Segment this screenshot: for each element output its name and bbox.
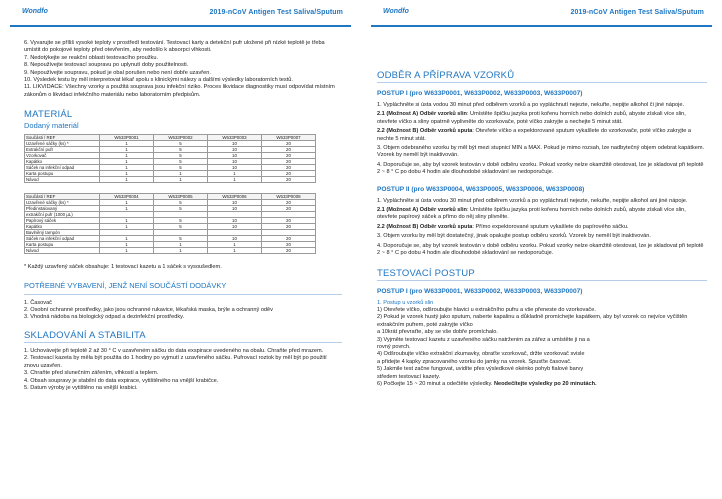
table-cell: 20 xyxy=(262,153,316,159)
table-cell: 1 xyxy=(100,224,154,230)
table-cell: Extrakční pufr xyxy=(25,147,100,153)
postup2-heading: POSTUP II (pro W633P0004, W633P0005, W633P0006, W633P0008) xyxy=(377,185,585,193)
table-cell: 1 xyxy=(154,242,208,248)
list-item: 2) Pokud je vzorek hustý jako sputum, naberte kapalinu a důkladně promíchejte kapátkem, aby byl vzorek co nejvíce vyčištěn extrakčním pufrem, poté zakryjte víčko xyxy=(377,314,688,328)
table-cell: Uzavřené sáčky (ks) * xyxy=(25,200,100,206)
saliva-steps-list xyxy=(377,307,707,388)
table-cell: Sáček na infekční odpad xyxy=(25,236,100,242)
table-cell: 1 xyxy=(100,177,154,183)
table-cell: Uzavřené sáčky (ks) * xyxy=(25,141,100,147)
table-header-cell: W633P0004 xyxy=(100,194,154,200)
table-cell: 1 xyxy=(100,200,154,206)
list-item xyxy=(377,243,707,258)
table-cell: 20 xyxy=(262,147,316,153)
table-cell: 1 xyxy=(100,206,154,212)
table-cell: 1 xyxy=(100,236,154,242)
table-cell: 20 xyxy=(262,248,316,254)
list-item xyxy=(377,111,707,126)
table-row xyxy=(25,248,316,254)
table-cell: 10 xyxy=(208,206,262,212)
document-title: 2019-nCoV Antigen Test Saliva/Sputum xyxy=(570,9,704,16)
table-cell: 1 xyxy=(208,248,262,254)
step-text: 1. Vypláchněte si ústa vodou 30 minut před odběrem vzorků a po vypláchnutí nejezte, nekuřte, nepijte alkohol ani jiné nápoje. xyxy=(377,197,688,204)
list-item: 3) Vyjměte testovací kazetu z uzavřeného sáčku natrženim za zářez a umístěte ji na a xyxy=(377,336,590,343)
table-cell: 20 xyxy=(262,242,316,248)
step-label: 2.2 (Možnost B) Odběr vzorků sputa xyxy=(377,223,473,230)
table-cell: Předinstalovaný xyxy=(25,206,100,212)
saliva-procedure-heading: 1. Postup u vzorků slin xyxy=(377,299,434,306)
page-header xyxy=(371,9,712,27)
table-cell: 10 xyxy=(208,165,262,171)
list-item xyxy=(377,198,707,205)
brand-logo: Wondfo xyxy=(383,8,409,15)
table-cell: Karta postupu xyxy=(25,242,100,248)
postup1-list xyxy=(377,102,707,177)
list-item: 2. Osobní ochranné prostředky, jako jsou ochranné rukavice, lékařská maska, brýle a ochranný oděv xyxy=(24,307,273,314)
required-equipment-heading: POTŘEBNÉ VYBAVENÍ, JENŽ NENÍ SOUČÁSTÍ DODÁVKY xyxy=(24,280,227,290)
table-cell: 10 xyxy=(208,224,262,230)
table-header-cell: W633P0007 xyxy=(262,135,316,141)
table-cell: 5 xyxy=(154,236,208,242)
table-cell: Bavlněný tampón xyxy=(25,230,100,236)
table-cell: 20 xyxy=(262,206,316,212)
left-content xyxy=(24,40,342,392)
table-cell: 20 xyxy=(262,141,316,147)
step-label: 2.1 (Možnost A) Odběr vzorků slin xyxy=(377,111,467,118)
list-item xyxy=(377,224,707,231)
table-cell: Papírový sáček xyxy=(25,218,100,224)
heading-divider xyxy=(377,82,707,83)
list-item: 1. Časovač xyxy=(24,299,52,306)
step-text: : Otevřete víčko a expektorované sputum vykašlete do vzorkovače, poté víčko zakryjte a nechte 5 minut stát. xyxy=(377,128,691,142)
list-item xyxy=(377,128,707,143)
test-procedure-heading: TESTOVACÍ POSTUP xyxy=(377,267,475,279)
list-item: 4) Odšroubujte víčko extrakční zkumavky, obraťte vzorkovač, držte vzorkovač svisle xyxy=(377,351,585,358)
materials-table-2 xyxy=(24,193,316,254)
table-cell: 20 xyxy=(262,236,316,242)
table-cell: 1 xyxy=(208,171,262,177)
step-text: : Přímo expektorované sputum vykašlete do papírového sáčku. xyxy=(472,223,629,230)
final-step-text: 6) Počkejte 15 ~ 20 minut a odečtěte výsledky. xyxy=(377,380,493,387)
material-subheading: Dodaný materiál xyxy=(24,121,79,131)
table-cell: 1 xyxy=(154,177,208,183)
list-item: 3. Chraňte před slunečním zářením, vlhkostí a teplem. xyxy=(24,370,159,377)
step-text: 4. Doporučuje se, aby byl vzorek testován v době odběru vzorku. Pokud vzorky nelze okamžitě otestovat, lze je skladovat při teplotě 2 ~ 8 ° C po dobu 4 hodin ale dlouhodobé skladování se nedoporučuje. xyxy=(377,242,704,257)
table-cell: 1 xyxy=(100,141,154,147)
precautions-list xyxy=(24,40,342,99)
storage-list xyxy=(24,348,342,392)
final-step-warning: Neodečítejte výsledky po 20 minutách. xyxy=(492,380,597,387)
table-cell: 1 xyxy=(100,248,154,254)
table-cell: 1 xyxy=(208,177,262,183)
list-item: 7. Nedotýkejte se reakční oblasti testovacího proužku. xyxy=(24,54,159,61)
list-item: 11. LIKVIDACE: Všechny vzorky a použitá souprava jsou infekční riziko. Proces likvidace diagnostiky musí odpovídat místním zákonům o likvidaci infekčního materiálu nebo laboratorním předpisům. xyxy=(24,84,335,98)
table-cell: 1 xyxy=(100,153,154,159)
table-cell: 20 xyxy=(262,165,316,171)
list-item xyxy=(377,233,707,240)
table-cell: 5 xyxy=(154,200,208,206)
table-cell: 10 xyxy=(208,153,262,159)
list-item: 4. Obsah soupravy je stabilní do data expirace, vytištěného na vnější krabičce. xyxy=(24,377,219,384)
table-cell: Kapátko xyxy=(25,224,100,230)
table-cell: Sáček na infekční odpad xyxy=(25,165,100,171)
list-item xyxy=(377,381,707,388)
list-item xyxy=(377,162,707,177)
step-text: : Umístěte špičku jazyka proti kořenu horních nebo dolních zubů, abyste získali více slin, otevřete víčko a sliny opatrně vyplivněte do vzorkovače, poté víčko zakryjte a nechejte 5 minut stát. xyxy=(377,111,686,125)
page-header xyxy=(10,9,351,27)
table-cell: 10 xyxy=(208,159,262,165)
table-cell: 1 xyxy=(154,248,208,254)
table-cell: 5 xyxy=(154,153,208,159)
list-item: 9. Nepoužívejte soupravu, pokud je obal porušen nebo není dobře uzavřen. xyxy=(24,69,211,76)
step-label: 2.1 (Možnost A) Odběr vzorků slin xyxy=(377,207,467,214)
list-item: 1. Uchovávejte při teplotě 2 až 30 ° C v uzavřeném sáčku do data exspirace uvedeného na obalu. Chraňte před mrazem. xyxy=(24,347,324,354)
table-cell: Návod xyxy=(25,177,100,183)
table-header-cell: W633P0003 xyxy=(208,135,262,141)
list-item: 6. Vyvarujte se příliš vysoké teploty v prostředí testování. Testovací karty a detekční pufr uložené při nízké teplotě je třeba umístit do pokojové teploty před otevřením, aby nedošlo k absorpci vlhkosti. xyxy=(24,40,325,54)
table-cell: 20 xyxy=(262,224,316,230)
document-title: 2019-nCoV Antigen Test Saliva/Sputum xyxy=(209,9,343,16)
material-heading: MATERIÁL xyxy=(24,109,73,121)
heading-divider xyxy=(377,280,707,281)
table-cell: 10 xyxy=(208,141,262,147)
required-equipment-list xyxy=(24,300,342,322)
table-cell: 5 xyxy=(154,224,208,230)
list-item: 1) Otevřete víčko, odšroubujte hlavici u extrakčního pufru a vše přeneste do vzorkovače. xyxy=(377,306,596,313)
table-cell: Vzorkovač xyxy=(25,153,100,159)
table-header-cell: W633P0002 xyxy=(154,135,208,141)
table-cell: 1 xyxy=(154,171,208,177)
list-item xyxy=(377,145,707,160)
test-postup1-heading: POSTUP I (pro W633P0001, W633P0002, W633P0003, W633P0007) xyxy=(377,287,583,295)
table-cell: 1 xyxy=(100,171,154,177)
table-cell: 20 xyxy=(262,218,316,224)
table-cell: Kapátko xyxy=(25,159,100,165)
brand-logo: Wondfo xyxy=(22,8,48,15)
table-header-cell: W633P0008 xyxy=(262,194,316,200)
collection-heading: ODBĚR A PŘÍPRAVA VZORKŮ xyxy=(377,70,515,81)
table-cell: Návod xyxy=(25,248,100,254)
storage-heading: SKLADOVÁNÍ A STABILITA xyxy=(24,329,146,341)
table-note: * Každý uzavřený sáček obsahuje: 1 testovací kazetu a 1 sáček s vysoušedlem. xyxy=(24,264,222,271)
table-cell: 1 xyxy=(100,165,154,171)
table-cell: 5 xyxy=(154,147,208,153)
table-cell: 20 xyxy=(262,171,316,177)
list-item: 3. Vhodná nádoba na biologický odpad a dezinfekční prostředky. xyxy=(24,314,185,321)
step-text: 3. Objem odebraného vzorku by měl být mezi stupnicí MIN a MAX. Pokud je mimo rozsah, lze nadbytečný objem odebrat kapátkem. Vzorek by neměl být inaktivován. xyxy=(377,145,705,159)
list-item: 10. Výsledek testu by měl interpretovat lékař spolu s klinickými nálezy a dalšími výsledky laboratorních testů. xyxy=(24,77,293,84)
table-cell: 1 xyxy=(208,242,262,248)
list-item: 2. Testovací kazeta by měla být použita do 1 hodiny po vyjmutí z uzavřeného sáčku. Pufrovací roztok by měl být po použití znovu uzavřen. xyxy=(24,355,327,369)
step-label: 2.2 (Možnost B) Odběr vzorků sputa xyxy=(377,128,473,135)
table-cell: 1 xyxy=(100,218,154,224)
step-text: : Umístěte špičku jazyka proti kořenu horních nebo dolních zubů, abyste získali více slin, otevřete papírový sáček a přímo do něj sliny plivněte. xyxy=(377,207,686,221)
list-item: a přidejte 4 kapky zpracovaného vzorku do jamky na vzorek. Spusťte časovač. xyxy=(377,358,572,365)
table-cell: 1 xyxy=(100,159,154,165)
table-cell: 5 xyxy=(154,159,208,165)
table-header-cell: Součásti / REF xyxy=(25,194,100,200)
table-cell: 20 xyxy=(262,159,316,165)
step-text: 4. Doporučuje se, aby byl vzorek testován v době odběru vzorku. Pokud vzorky nelze okamžitě otestovat, lze je skladovat při teplotě 2 ~ 8 ° C po dobu 4 hodin ale dlouhodobé skladování se nedoporučuje. xyxy=(377,161,704,176)
list-item: a 10krát převraťte, aby se vše dobře promíchalo. xyxy=(377,329,498,336)
table-header-cell: W633P0001 xyxy=(100,135,154,141)
step-text: 1. Vypláchněte si ústa vodou 30 minut před odběrem vzorků a po vypláchnutí nejezte, nekuřte, nepijte alkohol či jiné nápoje. xyxy=(377,102,685,108)
list-item: rovný povrch. xyxy=(377,343,411,350)
table-header-cell: W633P0005 xyxy=(154,194,208,200)
table-cell: 10 xyxy=(208,236,262,242)
heading-divider xyxy=(24,294,342,295)
table-header-cell: Součásti / REF xyxy=(25,135,100,141)
table-cell: 10 xyxy=(208,200,262,206)
table-cell: Karta postupu xyxy=(25,171,100,177)
postup2-list xyxy=(377,198,707,258)
step-text: 3. Objem vzorku by měl být dostatečný, jinak opakujte postup odběru vzorků. Vzorek by neměl být inaktivován. xyxy=(377,233,651,240)
table-cell: 5 xyxy=(154,165,208,171)
list-item xyxy=(377,207,707,222)
list-item: 5. Datum výroby je vytištěno na vnější krabici. xyxy=(24,384,138,391)
table-cell: 5 xyxy=(154,206,208,212)
table-cell: 20 xyxy=(262,200,316,206)
table-row xyxy=(25,177,316,183)
list-item xyxy=(377,102,707,109)
table-header-cell: W633P0006 xyxy=(208,194,262,200)
table-cell: 20 xyxy=(262,177,316,183)
right-page xyxy=(361,0,722,499)
list-item: 8. Nepoužívejte testovací soupravu po uplynutí doby použitelnosti. xyxy=(24,62,189,69)
table-cell: 10 xyxy=(208,218,262,224)
heading-divider xyxy=(24,342,342,343)
right-content xyxy=(377,70,707,388)
table-cell: extrakční pufr (1000 µL) xyxy=(25,212,100,218)
table-cell: 5 xyxy=(154,218,208,224)
table-cell: 1 xyxy=(100,242,154,248)
list-item: 5) Jakmile test začne fungovat, uvidíte přes výsledkové okénko pohyb fialové barvy xyxy=(377,366,584,373)
table-cell: 10 xyxy=(208,147,262,153)
materials-table-1 xyxy=(24,134,316,183)
postup1-heading: POSTUP I (pro W633P0001, W633P0002, W633P0003, W633P0007) xyxy=(377,90,583,97)
list-item: středem testovací kazety. xyxy=(377,373,441,380)
table-cell: 5 xyxy=(154,141,208,147)
table-cell: 1 xyxy=(100,147,154,153)
